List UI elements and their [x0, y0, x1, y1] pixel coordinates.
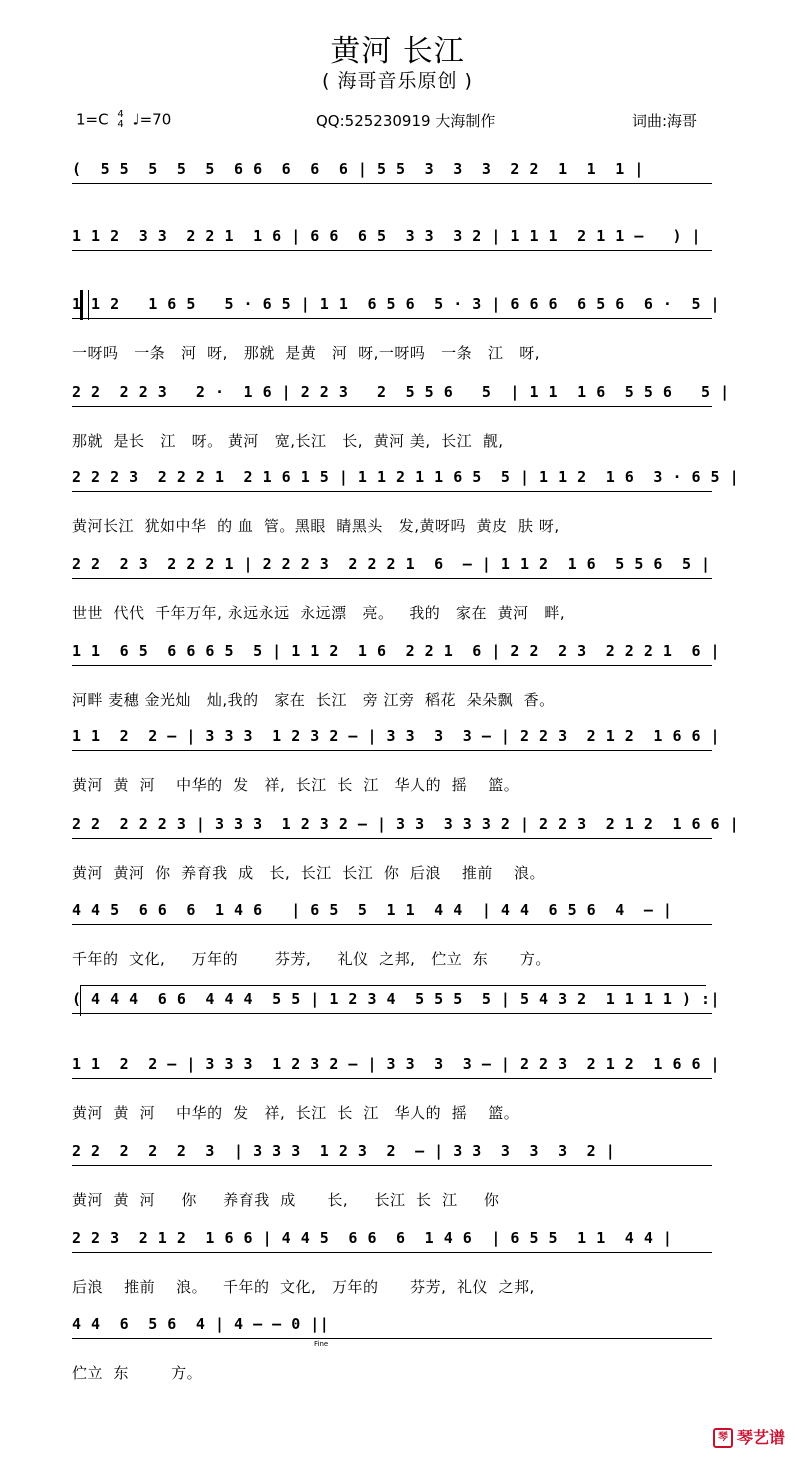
underline-beam: [72, 1078, 712, 1079]
jianpu-notes: 1 1 6 5 6 6 6 5 5 | 1 1 2 1 6 2 2 1 6 | 2 2 2 3 2 2 2 1 6 |: [72, 642, 721, 660]
notation-row: [72, 155, 722, 185]
notation-row: [72, 1310, 722, 1340]
jianpu-notes: 4 4 6 5 6 4 | 4 — — 0 ||: [72, 1315, 330, 1333]
notation-row: [72, 1224, 722, 1254]
notation-row: [72, 1137, 722, 1167]
fine-mark: Fine: [314, 1340, 329, 1348]
lyric-line: 黄河 黄 河 你 养育我 成 长, 长江 长 江 你: [72, 1191, 500, 1209]
underline-beam: [72, 838, 712, 839]
underline-beam: [72, 665, 712, 666]
time-bottom: 4: [117, 119, 124, 130]
jianpu-notes: 2 2 2 2 3 2 · 1 6 | 2 2 3 2 5 5 6 5 | 1 1 1 6 5 5 6 5 |: [72, 383, 730, 401]
jianpu-notes: 4 4 5 6 6 6 1 4 6 | 6 5 5 1 1 4 4 | 4 4 6 5 6 4 — |: [72, 901, 673, 919]
jianpu-notes: 1 1 2 3 3 2 2 1 1 6 | 6 6 6 5 3 3 3 2 | 1 1 1 2 1 1 — ) |: [72, 227, 702, 245]
underline-beam: [72, 1338, 712, 1339]
underline-beam: [72, 318, 712, 319]
underline-beam: [72, 1252, 712, 1253]
notation-row: [72, 1050, 722, 1080]
underline-beam: [72, 750, 712, 751]
notation-row: [72, 222, 722, 252]
song-title: 黄河 长江: [330, 34, 465, 69]
jianpu-notes: 2 2 2 2 2 3 | 3 3 3 1 2 3 2 — | 3 3 3 3 3 2 |: [72, 1142, 616, 1160]
lyric-line: 黄河长江 犹如中华 的 血 管。黑眼 睛黑头 发,黄呀吗 黄皮 肤 呀,: [72, 517, 560, 535]
lyric-line: 那就 是长 江 呀。 黄河 宽,长江 长, 黄河 美, 长江 靓,: [72, 432, 504, 450]
lyric-line: 河畔 麦穗 金光灿 灿,我的 家在 长江 旁 江旁 稻花 朵朵飘 香。: [72, 691, 555, 709]
time-top: 4: [117, 109, 124, 120]
underline-beam: [72, 924, 712, 925]
key-signature: 1=C: [76, 110, 109, 129]
underline-beam: [72, 578, 712, 579]
lyric-line: 世世 代代 千年万年, 永远永远 永远漂 亮。 我的 家在 黄河 畔,: [72, 604, 566, 622]
underline-beam: [72, 1165, 712, 1166]
lyric-line: 黄河 黄 河 中华的 发 祥, 长江 长 江 华人的 摇 篮。: [72, 1104, 520, 1122]
underline-beam: [72, 250, 712, 251]
lyric-line: 黄河 黄 河 中华的 发 祥, 长江 长 江 华人的 摇 篮。: [72, 776, 520, 794]
time-signature: [117, 110, 123, 130]
notation-row: [72, 290, 722, 320]
notation-row: [72, 463, 740, 493]
notation-row: [72, 637, 722, 667]
lyrics-music-credit: 词曲:海哥: [632, 112, 698, 130]
logo-icon: 琴: [713, 1428, 733, 1448]
lyric-line: 一呀吗 一条 河 呀, 那就 是黄 河 呀,一呀吗 一条 江 呀,: [72, 344, 541, 362]
key-tempo: [76, 110, 171, 130]
jianpu-notes: 2 2 2 2 2 3 | 3 3 3 1 2 3 2 — | 3 3 3 3 3 2 | 2 2 3 2 1 2 1 6 6 |: [72, 815, 740, 833]
jianpu-notes: 1 1 2 1 6 5 5 · 6 5 | 1 1 6 5 6 5 · 3 | 6 6 6 6 5 6 6 · 5 |: [72, 295, 721, 313]
notation-row: [72, 722, 722, 752]
lyric-line: 伫立 东 方。: [72, 1364, 203, 1382]
jianpu-notes: 2 2 2 3 2 2 2 1 | 2 2 2 3 2 2 2 1 6 — | 1 1 2 1 6 5 5 6 5 |: [72, 555, 711, 573]
notation-row: [72, 985, 722, 1015]
lyric-line: 黄河 黄河 你 养育我 成 长, 长江 长江 你 后浪 推前 浪。: [72, 864, 546, 882]
jianpu-notes: ( 4 4 4 6 6 4 4 4 5 5 | 1 2 3 4 5 5 5 5 | 5 4 3 2 1 1 1 1 ) :|: [72, 990, 721, 1008]
underline-beam: [72, 1013, 712, 1014]
jianpu-notes: ( 5 5 5 5 5 6 6 6 6 6 | 5 5 3 3 3 2 2 1 1 1 |: [72, 160, 644, 178]
jianpu-notes: 1 1 2 2 — | 3 3 3 1 2 3 2 — | 3 3 3 3 — | 2 2 3 2 1 2 1 6 6 |: [72, 1055, 721, 1073]
qq-credit: QQ:525230919 大海制作: [316, 112, 496, 130]
notation-row: [72, 550, 722, 580]
underline-beam: [72, 406, 712, 407]
jianpu-notes: 2 2 3 2 1 2 1 6 6 | 4 4 5 6 6 6 1 4 6 | 6 5 5 1 1 4 4 |: [72, 1229, 673, 1247]
logo-text: 琴艺谱: [736, 1427, 785, 1447]
notation-row: [72, 378, 730, 408]
jianpu-notes: 1 1 2 2 — | 3 3 3 1 2 3 2 — | 3 3 3 3 — | 2 2 3 2 1 2 1 6 6 |: [72, 727, 721, 745]
underline-beam: [72, 183, 712, 184]
site-logo: [713, 1425, 785, 1449]
underline-beam: [72, 491, 712, 492]
tempo: ♩=70: [132, 110, 172, 129]
lyric-line: 后浪 推前 浪。 千年的 文化, 万年的 芬芳, 礼仪 之邦,: [72, 1278, 535, 1296]
notation-row: [72, 810, 740, 840]
lyric-line: 千年的 文化, 万年的 芬芳, 礼仪 之邦, 伫立 东 方。: [72, 950, 551, 968]
song-subtitle: ( 海哥音乐原创 ): [322, 70, 473, 92]
jianpu-notes: 2 2 2 3 2 2 2 1 2 1 6 1 5 | 1 1 2 1 1 6 5 5 | 1 1 2 1 6 3 · 6 5 |: [72, 468, 740, 486]
notation-row: [72, 896, 722, 926]
